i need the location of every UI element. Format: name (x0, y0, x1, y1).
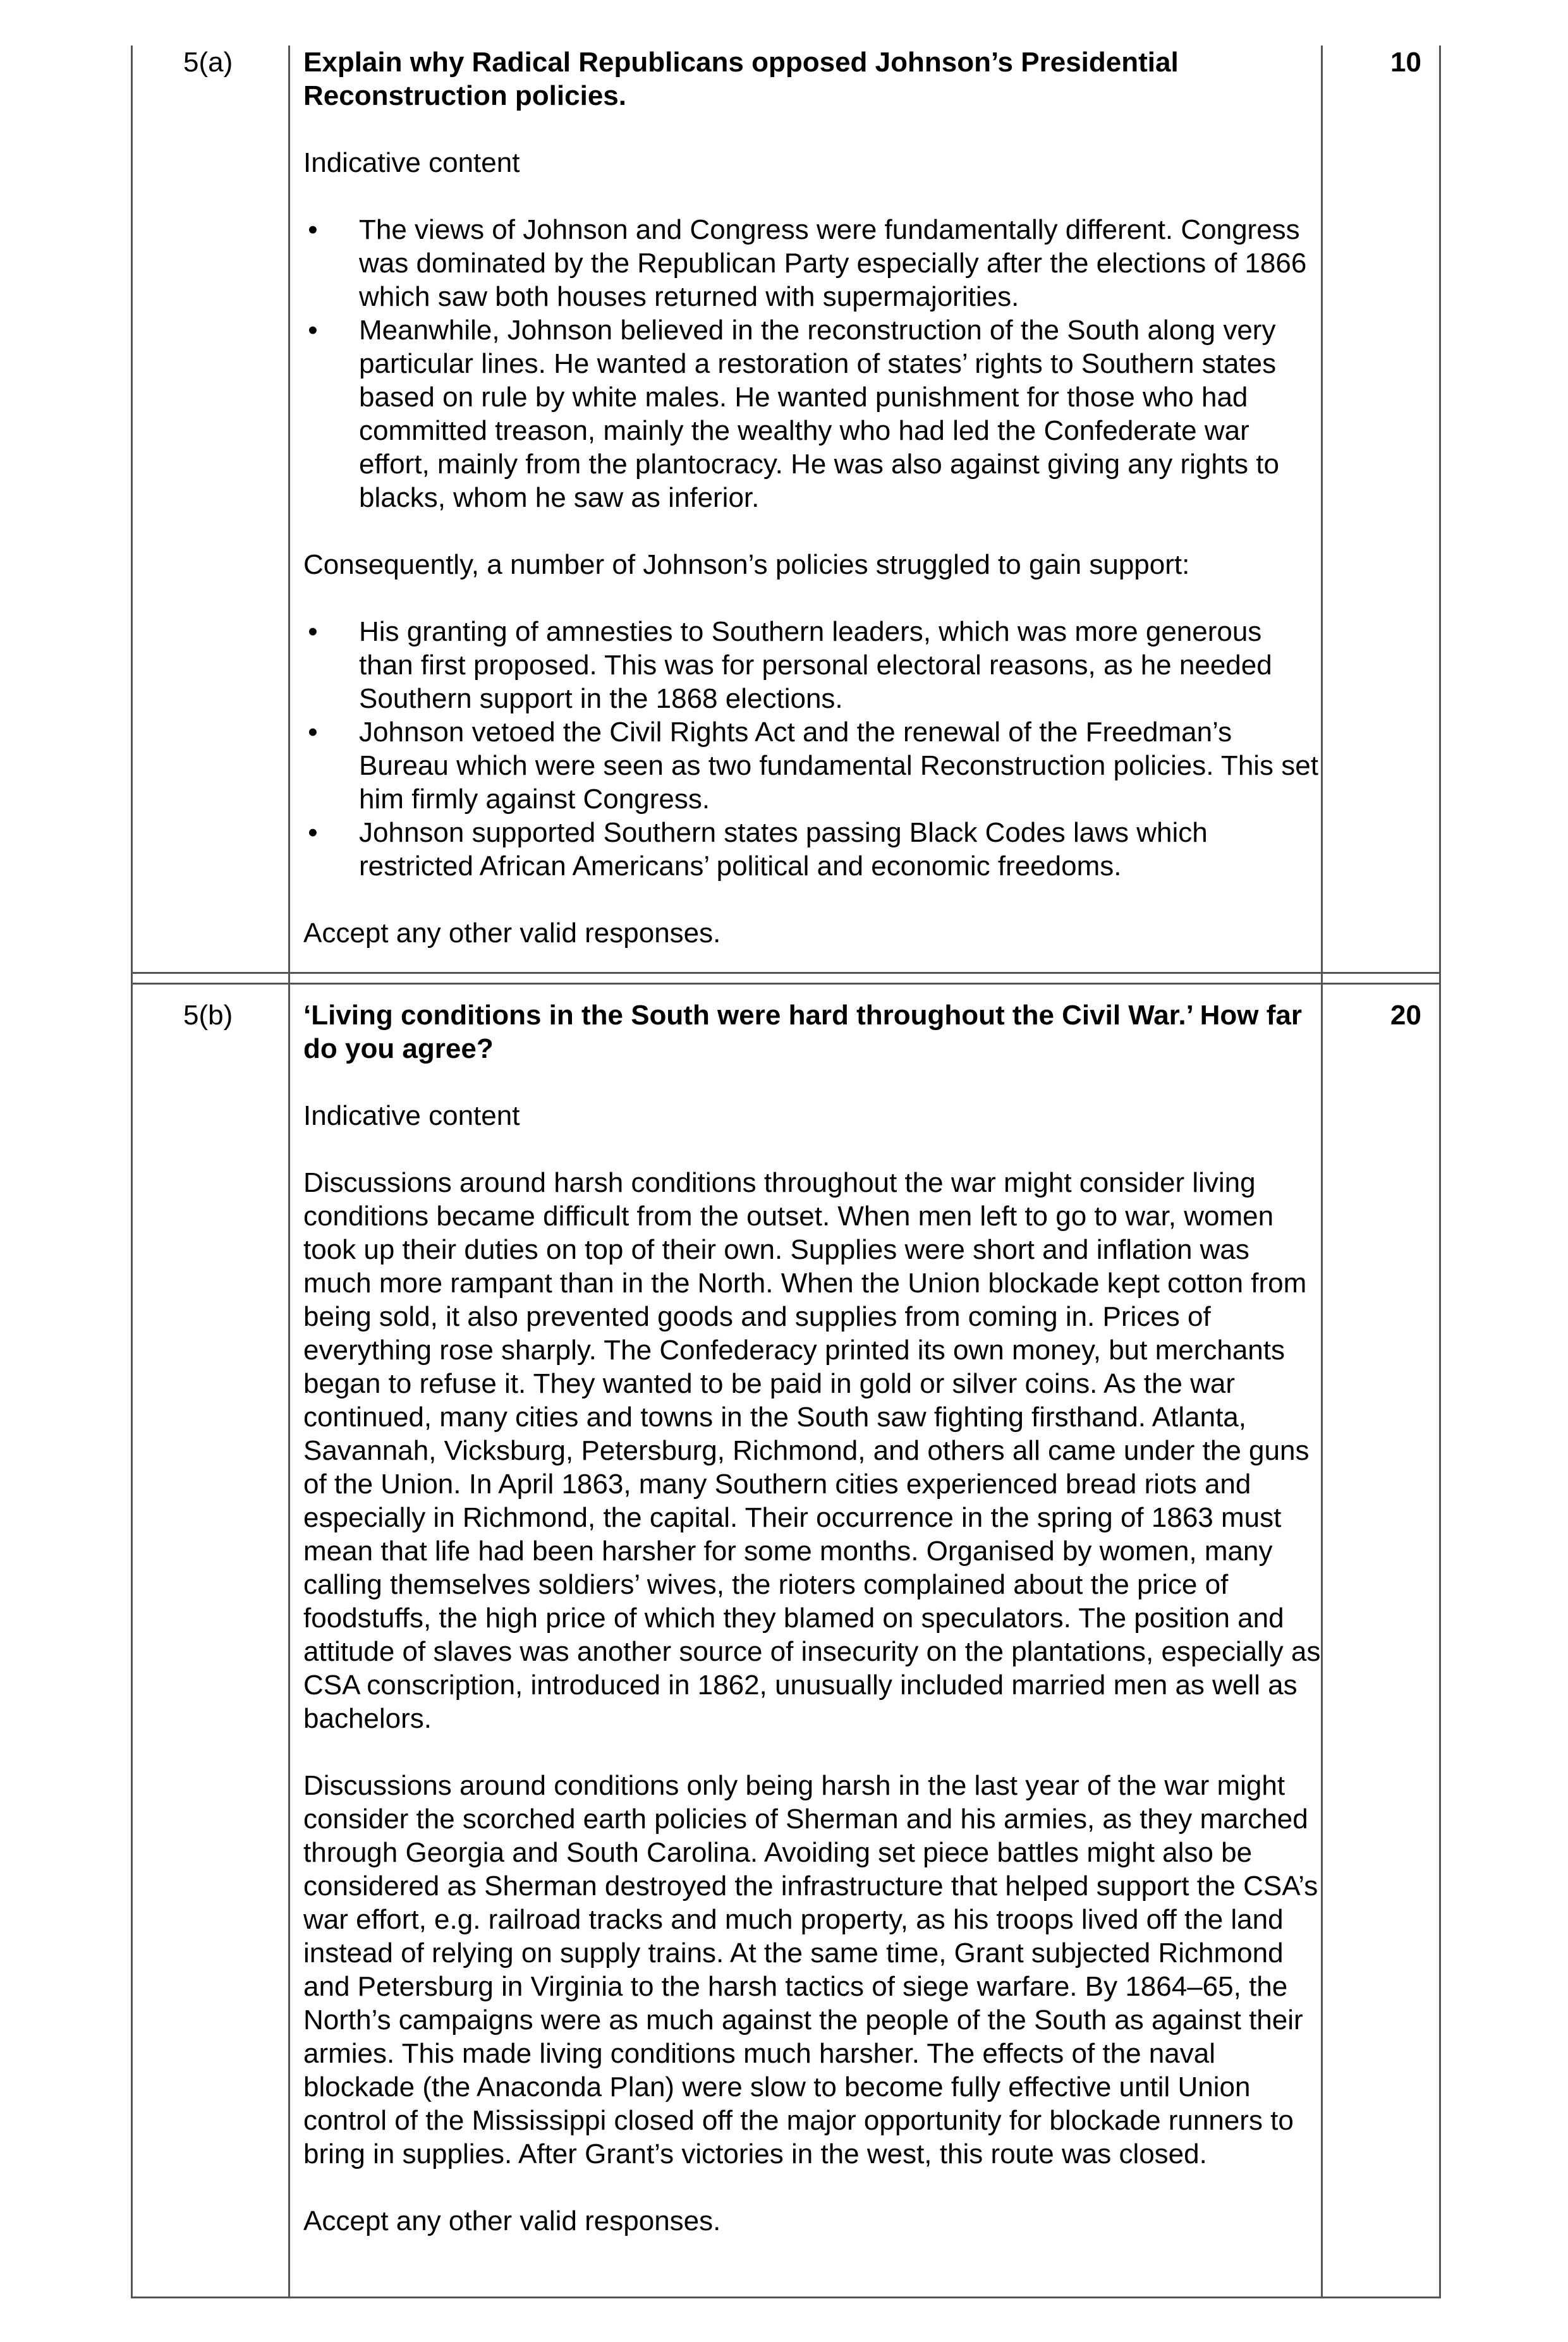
row-separator-bottom (131, 983, 1441, 985)
table-bottom-border (131, 2296, 1441, 2298)
marks-5b: 20 (1390, 1000, 1421, 1031)
answer-5b (303, 998, 1321, 2238)
answer-5a (303, 46, 1321, 950)
paragraph-harsh-last-year: Discussions around conditions only being harsh in the last year of the war might consider the scorched earth policies of Sherman and his armies, as they marched through Georgia and South Carolina. Avoiding set piece battles might also be considered as Sherman destroyed the infrastructure that helped support the CSA’s war effort, e.g. railroad tracks and much property, as his troops lived off the land instead of relying on supply trains. At the same time, Grant subjected Richmond and Petersburg in Virginia to the harsh tactics of siege warfare. By 1864–65, the North’s campaigns were as much against the people of the South as against their armies. This made living conditions much harsher. The effects of the naval blockade (the Anaconda Plan) were slow to become fully effective until Union control of the Mississippi closed off the major opportunity for blockade runners to bring in supplies. After Grant’s victories in the west, this route was closed. (303, 1770, 1318, 2169)
consequently-text-5a: Consequently, a number of Johnson’s policies struggled to gain support: (303, 549, 1190, 580)
paragraph-harsh-throughout: Discussions around harsh conditions throughout the war might consider living conditions became difficult from the outset. When men left to go to war, women took up their duties on top of their own. Supplies were short and inflation was much more rampant than in the North. When the Union blockade kept cotton from being sold, it also prevented goods and supplies from coming in. Prices of everything rose sharply. The Confederacy printed its own money, but merchants began to refuse it. They wanted to be paid in gold or silver coins. As the war continued, many cities and towns in the South saw fighting firsthand. Atlanta, Savannah, Vicksburg, Petersburg, Richmond, and others all came under the guns of the Union. In April 1863, many Southern cities experienced bread riots and especially in Richmond, the capital. Their occurrence in the spring of 1863 must mean that life had been harsher for some months. Organised by women, many calling themselves soldiers’ wives, the rioters complained about the price of foodstuffs, the high price of which they blamed on speculators. The position and attitude of slaves was another source of insecurity on the plantations, especially as CSA conscription, introduced in 1862, unusually included married men as well as bachelors. (303, 1167, 1321, 1734)
list-item: • His granting of amnesties to Southern leaders, which was more generous than first proposed. This was for personal electoral reasons, as he needed Southern support in the 1868 elections. (308, 616, 1272, 714)
question-title-5b: ‘Living conditions in the South were hard throughout the Civil War.’ How far do you agree? (303, 1000, 1302, 1064)
question-column-divider (288, 46, 290, 2298)
question-number-5b: 5(b) (183, 1000, 233, 1031)
marks-column-divider (1321, 46, 1323, 2298)
row-separator-top (131, 972, 1441, 974)
list-item: • Meanwhile, Johnson believed in the reconstruction of the South along very particular lines. He wanted a restoration of states’ rights to Southern states based on rule by white males. He wanted punishment for those who had committed treason, mainly the wealthy who had led the Confederate war effort, mainly from the plantocracy. He was also against giving any rights to blacks, whom he saw as inferior. (308, 315, 1279, 513)
list-item: • Johnson supported Southern states passing Black Codes laws which restricted African Americans’ political and economic freedoms. (308, 817, 1208, 882)
question-number-5a: 5(a) (183, 47, 233, 78)
bullet-list-5a-policies (303, 615, 1321, 883)
table-right-border (1439, 46, 1441, 2298)
table-left-border (131, 46, 133, 2298)
accept-other-responses-5a: Accept any other valid responses. (303, 918, 721, 949)
list-item: • Johnson vetoed the Civil Rights Act and the renewal of the Freedman’s Bureau which were seen as two fundamental Reconstruction policies. This set him firmly against Congress. (308, 717, 1318, 815)
accept-other-responses-5b: Accept any other valid responses. (303, 2205, 721, 2236)
list-item: • The views of Johnson and Congress were fundamentally different. Congress was dominated by the Republican Party especially after the elections of 1866 which saw both houses returned with supermajorities. (308, 214, 1307, 312)
bullet-list-5a-views (303, 213, 1321, 514)
indicative-content-label-5b: Indicative content (303, 1100, 520, 1131)
question-title-5a: Explain why Radical Republicans opposed Johnson’s Presidential Reconstruction policies. (303, 47, 1179, 111)
indicative-content-label-5a: Indicative content (303, 147, 520, 178)
marks-5a: 10 (1390, 47, 1421, 78)
